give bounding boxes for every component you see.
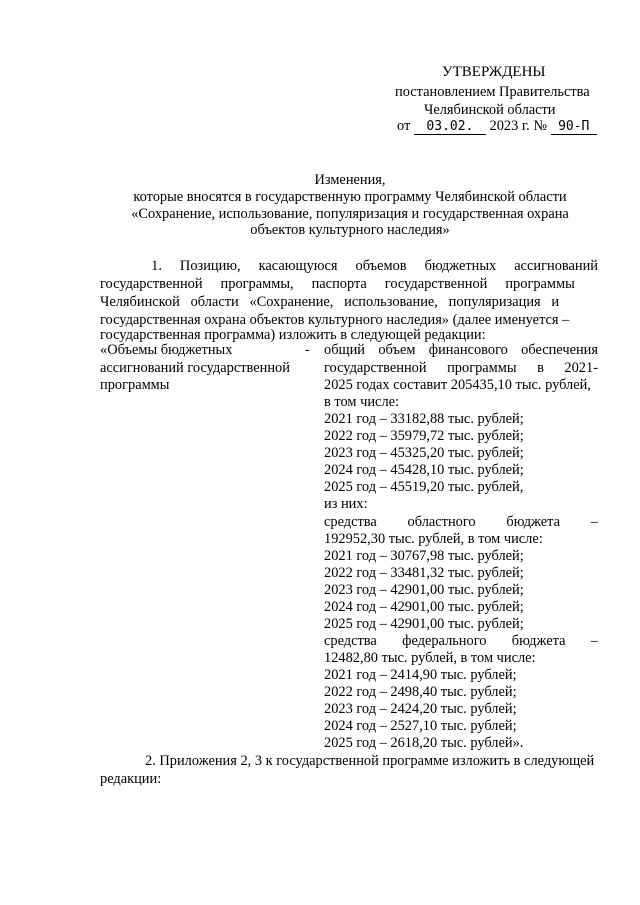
table-right-line: 2025 год – 45519,20 тыс. рублей, bbox=[324, 479, 524, 495]
table-right-line: 2024 год – 42901,00 тыс. рублей; bbox=[324, 599, 524, 615]
table-right-line: средства областного бюджета – bbox=[324, 514, 598, 530]
table-right-line: 2023 год – 42901,00 тыс. рублей; bbox=[324, 582, 524, 598]
table-right-line: 2024 год – 2527,10 тыс. рублей; bbox=[324, 718, 517, 734]
table-right-line: 2023 год – 45325,20 тыс. рублей; bbox=[324, 445, 524, 461]
table-right-line: из них: bbox=[324, 496, 368, 512]
date-prefix: от bbox=[397, 118, 411, 134]
title-line-4: объектов культурного наследия» bbox=[250, 222, 450, 238]
table-right-line: 2021 год – 30767,98 тыс. рублей; bbox=[324, 548, 524, 564]
table-right-line: 2025 год – 42901,00 тыс. рублей; bbox=[324, 616, 524, 632]
approval-date-line bbox=[397, 118, 597, 135]
table-right-line: 2025 год – 2618,20 тыс. рублей». bbox=[324, 735, 524, 751]
table-right-line: средства федерального бюджета – bbox=[324, 633, 598, 649]
title-line-3: «Сохранение, использование, популяризация и государственная охрана bbox=[131, 206, 569, 222]
table-right-line: 2022 год – 2498,40 тыс. рублей; bbox=[324, 684, 517, 700]
table-right-line: общий объем финансового обеспечения bbox=[324, 342, 598, 358]
table-right-line: в том числе: bbox=[324, 394, 400, 410]
table-left-line-3: программы bbox=[100, 377, 170, 393]
table-right-line: 2021 год – 2414,90 тыс. рублей; bbox=[324, 667, 517, 683]
decree-number: 90-П bbox=[551, 120, 597, 135]
para1-line-2: государственной программы, паспорта государственной программы bbox=[100, 276, 575, 292]
para2-line-1: 2. Приложения 2, 3 к государственной программе изложить в следующей bbox=[145, 753, 595, 769]
table-left-line-2: ассигнований государственной bbox=[100, 360, 290, 376]
para2-line-2: редакции: bbox=[100, 771, 162, 787]
table-right-line: 2021 год – 33182,88 тыс. рублей; bbox=[324, 411, 524, 427]
table-right-line: 2025 годах составит 205435,10 тыс. рублей, bbox=[324, 377, 591, 393]
table-right-line: 2022 год – 35979,72 тыс. рублей; bbox=[324, 428, 524, 444]
para1-line-3: Челябинской области «Сохранение, использование, популяризация и bbox=[100, 294, 560, 310]
table-right-line: 2024 год – 45428,10 тыс. рублей; bbox=[324, 462, 524, 478]
table-right-line: 2022 год – 33481,32 тыс. рублей; bbox=[324, 565, 524, 581]
table-right-line: 192952,30 тыс. рублей, в том числе: bbox=[324, 531, 543, 547]
table-left-line-1: «Объемы бюджетных bbox=[100, 342, 233, 358]
approval-line-3: Челябинской области bbox=[424, 102, 556, 118]
table-dash: - bbox=[305, 342, 310, 358]
approval-heading: УТВЕРЖДЕНЫ bbox=[442, 64, 546, 80]
table-right-line: 12482,80 тыс. рублей, в том числе: bbox=[324, 650, 536, 666]
table-right-line: государственной программы в 2021- bbox=[324, 360, 598, 376]
date-value: 03.02. bbox=[414, 120, 486, 135]
para1-line-1: 1. Позицию, касающуюся объемов бюджетных ассигнований bbox=[151, 258, 598, 274]
approval-line-2: постановлением Правительства bbox=[395, 84, 590, 100]
title-line-2: которые вносятся в государственную программу Челябинской области bbox=[133, 189, 567, 205]
title-line-1: Изменения, bbox=[314, 172, 386, 188]
para1-line-4: государственная охрана объектов культурного наследия» (далее именуется – bbox=[100, 312, 570, 328]
year-suffix: 2023 г. № bbox=[489, 118, 548, 134]
table-right-line: 2023 год – 2424,20 тыс. рублей; bbox=[324, 701, 517, 717]
para1-line-5: государственная программа) изложить в следующей редакции: bbox=[100, 327, 486, 343]
